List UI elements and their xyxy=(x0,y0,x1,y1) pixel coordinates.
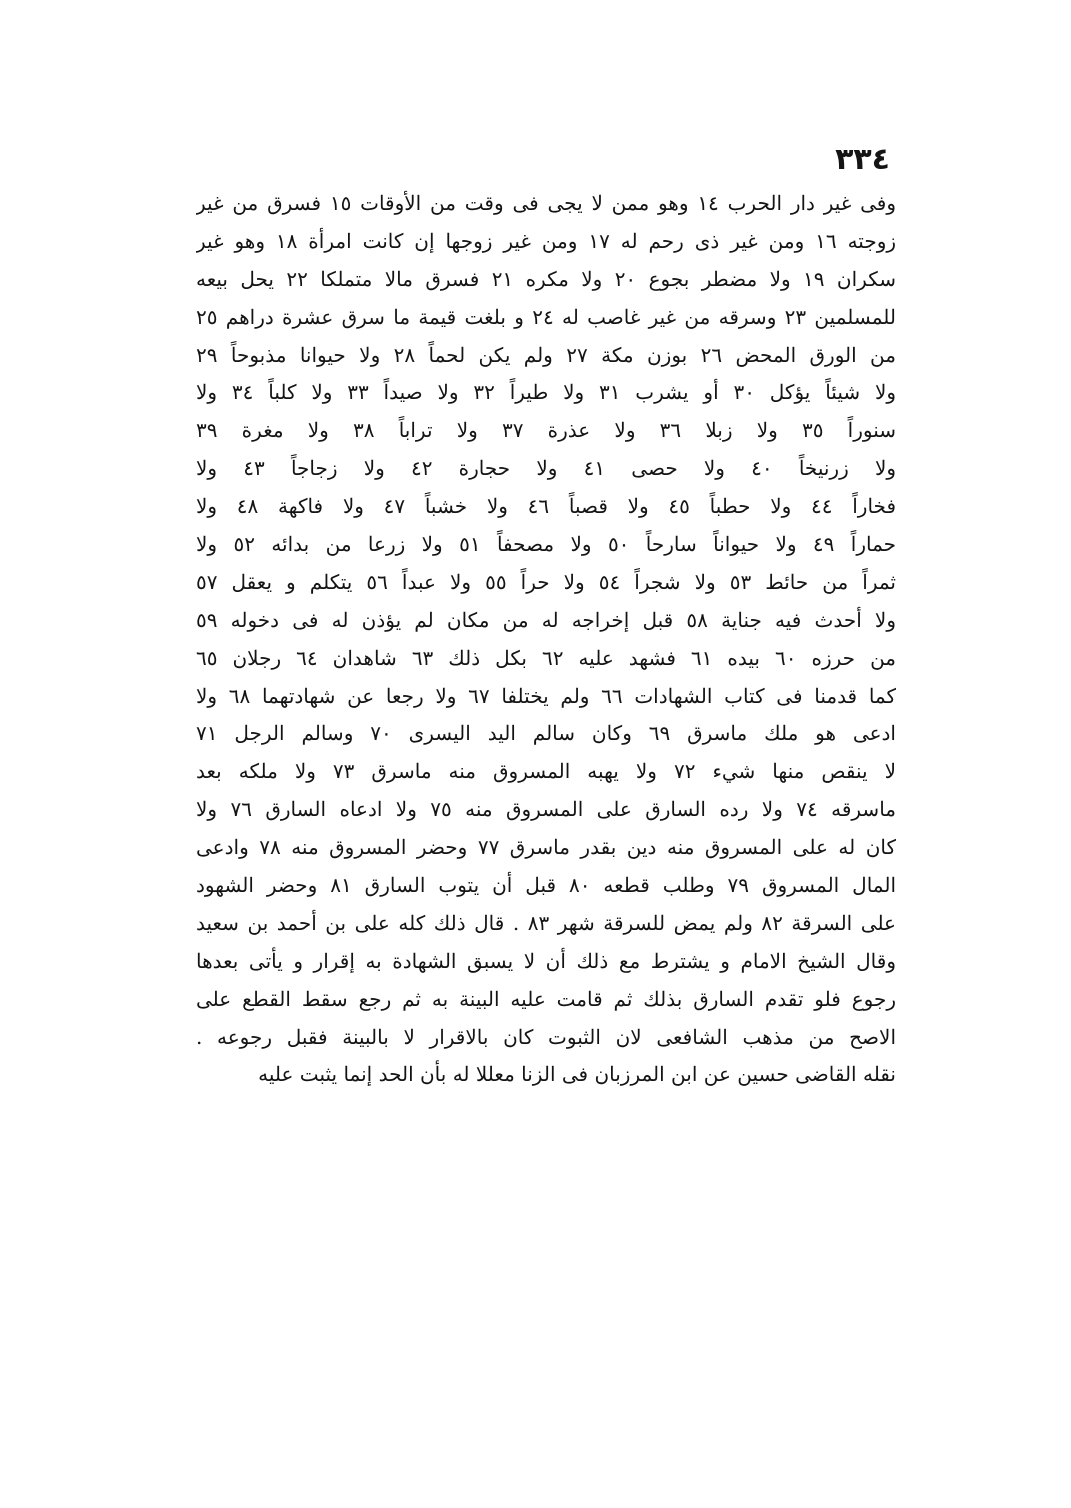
text-line: رجوع فلو تقدم السارق بذلك ثم قامت عليه البينة به ثم رجع سقط القطع على xyxy=(196,986,896,1011)
text-line: المال المسروق ٧٩ وطلب قطعه ٨٠ قبل أن يتوب السارق ٨١ وحضر الشهود xyxy=(196,873,896,898)
text-line: حماراً ٤٩ ولا حيواناً سارحاً ٥٠ ولا مصحفاً ٥١ ولا زرعا من بدائه ٥٢ ولا xyxy=(196,532,896,557)
text-line: ثمراً من حائط ٥٣ ولا شجراً ٥٤ ولا حراً ٥٥ ولا عبداً ٥٦ يتكلم و يعقل ٥٧ xyxy=(196,569,896,594)
text-line: من الورق المحض ٢٦ بوزن مكة ٢٧ ولم يكن لحماً ٢٨ ولا حيوانا مذبوحاً ٢٩ xyxy=(196,342,896,367)
text-body xyxy=(196,185,896,1094)
text-line: على السرقة ٨٢ ولم يمض للسرقة شهر ٨٣ . قال ذلك كله على بن أحمد بن سعيد xyxy=(196,910,896,935)
text-line: من حرزه ٦٠ بيده ٦١ فشهد عليه ٦٢ بكل ذلك ٦٣ شاهدان ٦٤ رجلان ٦٥ xyxy=(196,645,896,670)
text-line: فخاراً ٤٤ ولا حطباً ٤٥ ولا قصباً ٤٦ ولا خشباً ٤٧ ولا فاكهة ٤٨ ولا xyxy=(196,494,896,519)
text-line: كان له على المسروق منه دين بقدر ماسرق ٧٧ وحضر المسروق منه ٧٨ وادعى xyxy=(196,835,896,860)
text-line: ماسرقه ٧٤ ولا رده السارق على المسروق منه ٧٥ ولا ادعاه السارق ٧٦ ولا xyxy=(196,797,896,822)
text-line: زوجته ١٦ ومن غير ذى رحم له ١٧ ومن غير زوجها إن كانت امرأة ١٨ وهو غير xyxy=(196,228,896,253)
text-line: ولا أحدث فيه جناية ٥٨ قبل إخراجه له من مكان لم يؤذن له فى دخوله ٥٩ xyxy=(196,607,896,632)
text-line: وفى غير دار الحرب ١٤ وهو ممن لا يجى فى وقت من الأوقات ١٥ فسرق من غير xyxy=(196,191,896,215)
text-line: وقال الشيخ الامام و يشترط مع ذلك أن لا يسبق الشهادة به إقرار و يأتى بعدها xyxy=(196,948,896,973)
text-line: الاصح من مذهب الشافعى لان الثبوت كان بالاقرار لا بالبينة فقبل رجوعه . xyxy=(196,1024,896,1049)
text-line: ولا زرنيخاً ٤٠ ولا حصى ٤١ ولا حجارة ٤٢ ولا زجاجاً ٤٣ ولا xyxy=(196,456,896,481)
text-line: ادعى هو ملك ماسرق ٦٩ وكان سالم اليد اليسرى ٧٠ وسالم الرجل ٧١ xyxy=(196,721,896,746)
text-line: نقله القاضى حسين عن ابن المرزبان فى الزنا معللا له بأن الحد إنما يثبت عليه xyxy=(258,1062,896,1087)
text-line: كما قدمنا فى كتاب الشهادات ٦٦ ولم يختلفا ٦٧ ولا رجعا عن شهادتهما ٦٨ ولا xyxy=(196,683,896,708)
text-line: سكران ١٩ ولا مضطر بجوع ٢٠ ولا مكره ٢١ فسرق مالا متملكا ٢٢ يحل بيعه xyxy=(196,266,896,291)
text-line: للمسلمين ٢٣ وسرقه من غير غاصب له ٢٤ و بلغت قيمة ما سرق عشرة دراهم ٢٥ xyxy=(196,304,896,329)
text-line: سنوراً ٣٥ ولا زبلا ٣٦ ولا عذرة ٣٧ ولا تراباً ٣٨ ولا مغرة ٣٩ xyxy=(196,418,896,443)
text-line: لا ينقص منها شيء ٧٢ ولا يهبه المسروق منه ماسرق ٧٣ ولا ملكه بعد xyxy=(196,759,896,784)
page-number: ٣٣٤ xyxy=(835,142,890,177)
text-line: ولا شيئاً يؤكل ٣٠ أو يشرب ٣١ ولا طيراً ٣٢ ولا صيداً ٣٣ ولا كلباً ٣٤ ولا xyxy=(196,380,896,405)
